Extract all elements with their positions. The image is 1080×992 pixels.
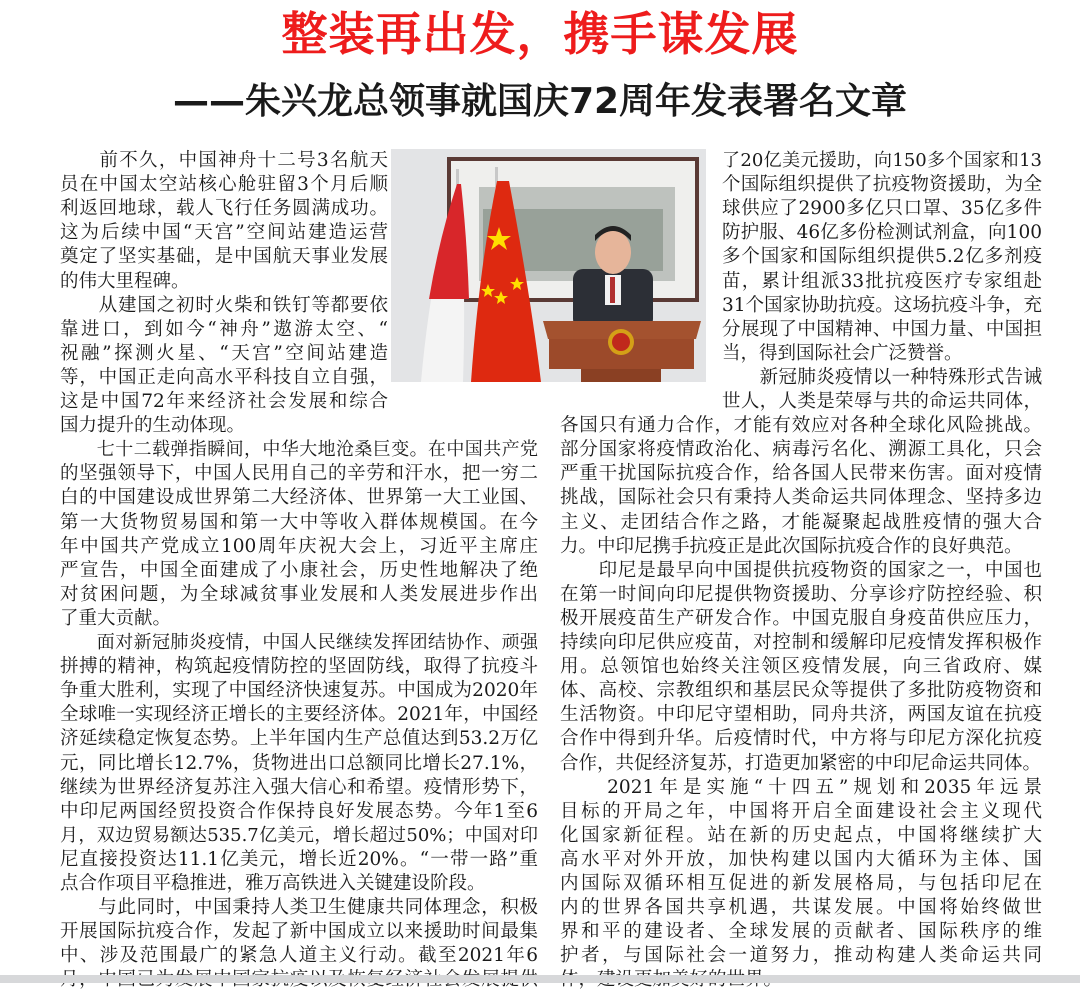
article-text-line: 年中国共产党成立100周年庆祝大会上，习近平主席庄 — [60, 535, 538, 557]
article-text-line: 严宣告，中国全面建成了小康社会，历史性地解决了绝 — [60, 559, 538, 581]
article-text-line: 利返回地球，载人飞行任务圆满成功。 — [60, 198, 388, 220]
article-text-line: 个国际组织提供了抗疫物资援助，为全 — [722, 174, 1042, 196]
article-text-line: 化国家新征程。站在新的历史起点，中国将继续扩大 — [560, 824, 1042, 846]
article-text-line: 与此同时，中国秉持人类卫生健康共同体理念，积极 — [60, 897, 538, 919]
article-text-line: 七十二载弹指瞬间，中华大地沧桑巨变。在中国共产党 — [60, 439, 538, 461]
article-text-line: 开展国际抗疫合作，发起了新中国成立以来援助时间最集 — [60, 921, 538, 943]
article-text-line: 目标的开局之年，中国将开启全面建设社会主义现代 — [560, 800, 1042, 822]
article-text-line: 争重大胜利，实现了中国经济快速复苏。中国成为2020年 — [60, 680, 538, 702]
article-text-line: 了重大贡献。 — [60, 607, 172, 629]
article-text-line: 多个国家和国际组织提供5.2亿多剂疫 — [722, 246, 1042, 268]
article-text-line: 白的中国建设成世界第二大经济体、世界第一大工业国、 — [60, 487, 538, 509]
article-text-line: 尼直接投资达11.1亿美元，增长近20%。“一带一路”重 — [60, 848, 538, 870]
article-text-line: 面对新冠肺炎疫情，中国人民继续发挥团结协作、顽强 — [60, 632, 538, 653]
headline-title: 整装再出发，携手谋发展 — [281, 7, 799, 61]
article-text-line: 在第一时间向印尼提供物资援助、分享诊疗防控经验、积 — [560, 583, 1042, 605]
article-text-line: 员在中国太空站核心舱驻留3个月后顺 — [60, 174, 388, 196]
bottom-divider — [0, 975, 1080, 983]
article-text-line: 这是中国72年来经济社会发展和综合 — [60, 391, 388, 412]
article-text-line: 第一大货物贸易国和第一大中等收入群体规模国。在今 — [60, 511, 538, 533]
article-text-line: 2021年是实施“十四五”规划和2035年远景 — [560, 776, 1042, 798]
article-text-line: 祝融”探测火星、“天宫”空间站建造 — [60, 342, 388, 364]
article-text-line: 前不久，中国神舟十二号3名航天 — [60, 150, 388, 171]
article-text-line: 持续向印尼供应疫苗，对控制和缓解印尼疫情发挥积极作 — [560, 632, 1042, 653]
article-text-line: 各国只有通力合作，才能有效应对各种全球化风险挑战。 — [560, 415, 1042, 437]
article-text-line: 印尼是最早向中国提供抗疫物资的国家之一，中国也 — [560, 559, 1042, 581]
article-text-line: 了20亿美元援助，向150多个国家和13 — [722, 150, 1042, 171]
article-text-line: 生活物资。中印尼守望相助，同舟共济，两国友谊在抗疫 — [560, 704, 1042, 726]
article-text-line: 新冠肺炎疫情以一种特殊形式告诫 — [722, 366, 1042, 388]
consul-general-photo-icon — [391, 149, 706, 382]
article-text-line: 界和平的建设者、全球发展的贡献者、国际秩序的维 — [560, 921, 1042, 943]
article-photo — [391, 149, 706, 382]
article-text-line: 点合作项目平稳推进，雅万高铁进入关键建设阶段。 — [60, 873, 486, 894]
article-text-line: 中印尼两国经贸投资合作保持良好发展态势。今年1至6 — [60, 800, 538, 822]
article-text-line: 济延续稳定恢复态势。上半年国内生产总值达到53.2万亿 — [60, 728, 538, 750]
article-text-line: 用。总领馆也始终关注领区疫情发展，向三省政府、媒 — [560, 656, 1042, 678]
article-text-line: 的伟大里程碑。 — [60, 270, 190, 292]
article-text-line: 当，得到国际社会广泛赞誉。 — [722, 342, 963, 364]
article-text-line: 的坚强领导下，中国人民用自己的辛劳和汗水，把一穷二 — [60, 463, 538, 485]
article-text-line: 力。中印尼携手抗疫正是此次国际抗疫合作的良好典范。 — [560, 535, 1023, 557]
article-text-line: 主义、走团结合作之路，才能凝聚起战胜疫情的强大合 — [560, 511, 1042, 533]
article-text-line: 靠进口，到如今“神舟”遨游太空、“ — [60, 318, 388, 340]
article-text-line: 全球唯一实现经济正增长的主要经济体。2021年，中国经 — [60, 704, 538, 726]
article-text-line: 护者，与国际社会一道努力，推动构建人类命运共同 — [560, 945, 1042, 967]
article-text-line: 内的世界各国共享机遇，共谋发展。中国将始终做世 — [560, 897, 1042, 919]
article-text-line: 体、高校、宗教组织和基层民众等提供了多批防疫物资和 — [560, 680, 1042, 702]
article-text-line: 从建国之初时火柴和铁钉等都要依 — [60, 294, 388, 316]
article-text-line: 高水平对外开放，加快构建以国内大循环为主体、国 — [560, 848, 1042, 870]
article-text-line: 奠定了坚实基础，是中国航天事业发展 — [60, 246, 388, 268]
article-text-line: 继续为世界经济复苏注入强大信心和希望。疫情形势下， — [60, 776, 538, 798]
article-text-line: 极开展疫苗生产研发合作。中国克服自身疫苗供应压力， — [560, 607, 1042, 629]
article-text-line: 元，同比增长12.7%，货物进出口总额同比增长27.1%， — [60, 752, 538, 774]
article-text-line: 合作中得到升华。后疫情时代，中方将与印尼方深化抗疫 — [560, 728, 1042, 750]
article-text-line: 防护服、46亿多份检测试剂盒，向100 — [722, 222, 1042, 244]
article-text-line: 31个国家协助抗疫。这场抗疫斗争，充 — [722, 294, 1042, 316]
article-text-line: 严重干扰国际抗疫合作，给各国人民带来伤害。面对疫情 — [560, 463, 1042, 485]
article-text-line: 对贫困问题，为全球减贫事业发展和人类发展进步作出 — [60, 583, 538, 605]
article-text-line: 合作，共促经济复苏，打造更加紧密的中印尼命运共同体。 — [560, 752, 1042, 774]
headline-subtitle: ——朱兴龙总领事就国庆72周年发表署名文章 — [172, 81, 908, 122]
article-text-line: 苗，累计组派33批抗疫医疗专家组赴 — [722, 270, 1042, 292]
article-text-line: 球供应了2900多亿只口罩、35亿多件 — [722, 198, 1042, 220]
article-text-line: 部分国家将疫情政治化、病毒污名化、溯源工具化，只会 — [560, 439, 1042, 461]
article-text-line: 内国际双循环相互促进的新发展格局，与包括印尼在 — [560, 873, 1042, 894]
article-text-line: 世人，人类是荣辱与共的命运共同体， — [722, 391, 1042, 412]
article-text-line: 拼搏的精神，构筑起疫情防控的坚固防线，取得了抗疫斗 — [60, 656, 538, 678]
article-text-line: 国力提升的生动体现。 — [60, 415, 246, 437]
article-text-line: 这为后续中国“天宫”空间站建造运营 — [60, 222, 388, 244]
article-text-line: 中、涉及范围最广的紧急人道主义行动。截至2021年6 — [60, 945, 538, 967]
article-text-line: 分展现了中国精神、中国力量、中国担 — [722, 318, 1042, 340]
article-text-line: 挑战，国际社会只有秉持人类命运共同体理念、坚持多边 — [560, 487, 1042, 509]
article-text-line: 月，双边贸易额达535.7亿美元，增长超过50%；中国对印 — [60, 824, 538, 846]
article-text-line: 等，中国正走向高水平科技自立自强， — [60, 366, 388, 388]
